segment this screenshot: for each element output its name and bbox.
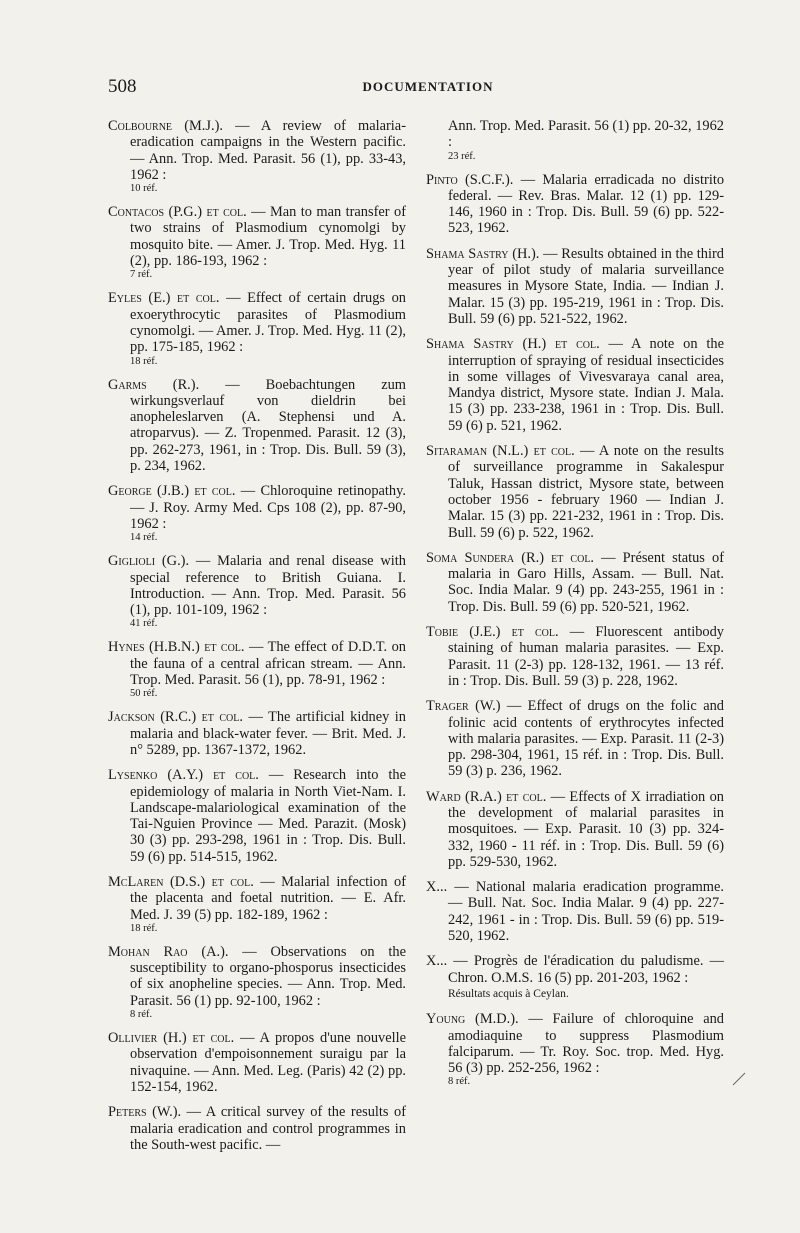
- bibliography-entry: [108, 709, 406, 758]
- entry-author: Giglioli (G.).: [108, 553, 190, 570]
- entry-citation: — Effect of drugs on the folic and folinic acid contents of erythrocytes infected with malaria parasites. — Exp. Parasit. 11 (2-3) pp. 298-304, 1961, 15 réf. in : Trop. Dis. Bull. 59 (3) p. 236, 1962.: [448, 698, 724, 780]
- entry-citation: — Observations on the susceptibility to organo-phosporus insecticides of six anopheline species. — Ann. Trop. Med. Parasit. 56 (1) pp. 92-100, 1962 :: [130, 943, 406, 1009]
- entry-reference-count: 41 réf.: [130, 618, 158, 630]
- entry-author: Ollivier (H.) et col.: [108, 1030, 235, 1047]
- bibliography-entry: [426, 1011, 724, 1088]
- entry-citation: — Chloroquine retinopathy. — J. Roy. Army Med. Cps 108 (2), pp. 87-90, 1962 :: [130, 483, 406, 532]
- entry-citation: — The effect of D.D.T. on the fauna of a central african stream. — Ann. Trop. Med. Parasit. 56 (1), pp. 78-91, 1962 :: [130, 639, 406, 689]
- entry-author: Contacos (P.G.) et col.: [108, 204, 247, 221]
- page-header: [108, 76, 748, 100]
- bibliography-entry: [108, 639, 406, 700]
- page-number: 508: [108, 76, 137, 97]
- bibliography-entry: [426, 550, 724, 615]
- entry-citation: — A review of malaria-eradication campaigns in the Western pacific. — Ann. Trop. Med. Parasit. 56 (1), pp. 33-43, 1962 :: [130, 118, 406, 183]
- right-column: [426, 118, 724, 1097]
- entry-reference-count: 14 réf.: [130, 532, 158, 544]
- bibliography-entry: [426, 953, 724, 1002]
- entry-note: Résultats acquis à Ceylan.: [448, 987, 569, 1000]
- bibliography-entry: [108, 1030, 406, 1095]
- entry-citation: — Research into the epidemiology of malaria in North Viet-Nam. I. Landscape-malariological examination of the Tai-Nguien Province — Med. Parazit. (Mosk) 30 (3) pp. 293-298, 1961 in : Trop. Dis. Bull. 59 (6) pp. 514-515, 1962.: [130, 767, 406, 865]
- entry-citation: — Malarial infection of the placenta and foetal nutrition. — E. Afr. Med. J. 39 (5) pp. 182-189, 1962 :: [130, 873, 406, 923]
- entry-author: Shama Sastry (H.).: [426, 245, 540, 262]
- entry-reference-count: 8 réf.: [448, 1076, 471, 1088]
- entry-reference-count: 50 réf.: [130, 688, 158, 700]
- entry-citation: — National malaria eradication programme. — Bull. Nat. Soc. India Malar. 9 (4) pp. 227-242, 1961 - in : Trop. Dis. Bull. 59 (6) pp. 519-520, 1962.: [447, 879, 724, 945]
- entry-citation: — Présent status of malaria in Garo Hills, Assam. — Bull. Nat. Soc. India Malar. 9 (4) pp. 243-255, 1961 in : Trop. Dis. Bull. 59 (6) pp. 520-521, 1962.: [448, 549, 724, 615]
- running-title: DOCUMENTATION: [362, 79, 494, 94]
- bibliography-entry: [426, 336, 724, 434]
- entry-author: McLaren (D.S.) et col.: [108, 873, 254, 890]
- entry-citation: Ann. Trop. Med. Parasit. 56 (1) pp. 20-32, 1962 :: [448, 118, 724, 151]
- entry-author: Shama Sastry (H.) et col.: [426, 336, 600, 353]
- bibliography-entry: [426, 246, 724, 327]
- bibliography-entry: [108, 290, 406, 367]
- entry-citation: — A note on the results of surveillance programme in Sakalespur Taluk, Hassan district, Mysore state, between october 1956 - february 1960 — Indian J. Malar. 15 (3) pp. 221-232, 1961 in : Trop. Dis. Bull. 59 (6) p. 522, 1962.: [448, 443, 724, 541]
- entry-citation: — Man to man transfer of two strains of Plasmodium cynomolgi by mosquito bite. — Amer. J. Trop. Med. Hyg. 11 (2), pp. 186-193, 1962 :: [130, 204, 406, 270]
- entry-author: Jackson (R.C.) et col.: [108, 709, 243, 726]
- bibliography-entry: [108, 553, 406, 630]
- entry-citation: — A propos d'une nouvelle observation d'empoisonnement suraigu par la nivaquine. — Ann. Med. Leg. (Paris) 42 (2) pp. 152-154, 1962.: [130, 1030, 406, 1095]
- entry-reference-count: 23 réf.: [448, 150, 476, 162]
- entry-reference-count: 18 réf.: [130, 922, 158, 934]
- entry-author: George (J.B.) et col.: [108, 483, 236, 500]
- bibliography-entry: [108, 118, 406, 195]
- entry-citation: — Malaria erradicada no distrito federal. — Rev. Bras. Malar. 12 (1) pp. 129-146, 1960 in : Trop. Dis. Bull. 59 (6) pp. 522-523, 1962.: [448, 171, 725, 237]
- entry-author: Pinto (S.C.F.).: [426, 171, 514, 188]
- entry-citation: — Progrès de l'éradication du paludisme. — Chron. O.M.S. 16 (5) pp. 201-203, 1962 :: [447, 953, 724, 986]
- entry-author: X...: [426, 953, 448, 970]
- entry-citation: — Boebachtungen zum wirkungsverlauf von dieldrin bei anopheleslarven (A. Stephensi und A. atroparvus). — Z. Tropenmed. Parasit. 12 (3), pp. 262-273, 1961, in : Trop. Dis. Bull. 59 (3), p. 234, 1962.: [130, 376, 406, 475]
- entry-citation: — Fluorescent antibody staining of human malaria parasites. — Exp. Parasit. 11 (2-3) pp. 128-132, 1961. — 13 réf. in : Trop. Dis. Bull. 59 (3) p. 228, 1962.: [448, 624, 724, 689]
- bibliography-entry: [108, 483, 406, 544]
- entry-author: Soma Sundera (R.) et col.: [426, 549, 595, 566]
- bibliography-entry: [108, 204, 406, 281]
- entry-citation: — Failure of chloroquine and amodiaquine to suppress Plasmodium falciparum. — Tr. Roy. Soc. trop. Med. Hyg. 56 (3) pp. 252-256, 1962 :: [448, 1011, 724, 1077]
- bibliography-entry: [426, 118, 724, 163]
- entry-reference-count: 8 réf.: [130, 1009, 153, 1021]
- entry-citation: — A critical survey of the results of malaria eradication and control programmes in the South-west pacific. —: [130, 1104, 407, 1153]
- entry-author: Lysenko (A.Y.) et col.: [108, 767, 259, 784]
- entry-author: Sitaraman (N.L.) et col.: [426, 443, 575, 460]
- entry-citation: — Malaria and renal disease with special reference to British Guiana. I. Introduction. — Ann. Trop. Med. Parasit. 56 (1), pp. 101-109, 1962 :: [130, 553, 406, 619]
- bibliography-entry: [426, 172, 724, 237]
- bibliography-entry: [108, 944, 406, 1021]
- bibliography-entry: [108, 377, 406, 475]
- entry-citation: — Effect of certain drugs on exoerythrocytic parasites of Plasmodium cynomolgi. — Amer. J. Trop. Med. Hyg. 11 (2), pp. 175-185, 1962 :: [130, 290, 407, 356]
- left-column: [108, 118, 406, 1162]
- entry-citation: — Results obtained in the third year of pilot study of malaria surveillance measures in Mysore State, India. — Indian J. Malar. 15 (3) pp. 195-219, 1961 in : Trop. Dis. Bull. 59 (6) pp. 521-522, 1962.: [448, 245, 724, 327]
- bibliography-entry: [426, 789, 724, 870]
- entry-author: Young (M.D.).: [426, 1011, 519, 1028]
- entry-author: Trager (W.): [426, 698, 501, 715]
- bibliography-entry: [426, 443, 724, 541]
- bibliography-entry: [426, 624, 724, 689]
- entry-author: Mohan Rao (A.).: [108, 943, 229, 960]
- entry-author: Garms (R.).: [108, 376, 200, 393]
- entry-author: X...: [426, 879, 448, 896]
- entry-citation: — Effects of X irradiation on the development of malarial parasites in mosquitoes. — Exp. Parasit. 10 (3) pp. 324-332, 1960 - 11 réf. in : Trop. Dis. Bull. 59 (6) pp. 529-530, 1962.: [448, 788, 724, 870]
- entry-author: Tobie (J.E.) et col.: [426, 624, 559, 641]
- pen-mark-icon: [732, 1072, 746, 1086]
- entry-author: Peters (W.).: [108, 1104, 182, 1121]
- bibliography-entry: [426, 879, 724, 944]
- entry-author: Ward (R.A.) et col.: [426, 788, 547, 805]
- bibliography-entry: [108, 1104, 406, 1153]
- entry-author: Hynes (H.B.N.) et col.: [108, 639, 245, 656]
- entry-citation: — The artificial kidney in malaria and black-water fever. — Brit. Med. J. n° 5289, pp. 1367-1372, 1962.: [130, 709, 406, 758]
- bibliography-entry: [108, 874, 406, 935]
- entry-citation: — A note on the interruption of spraying of residual insecticides in some villages of Vivesvaraya canal area, Mandya district, Mysore state. Indian J. Mala. 15 (3) pp. 233-238, 1961 in : Trop. Dis. Bull. 59 (6) p. 521, 1962.: [448, 336, 724, 434]
- entry-author: Colbourne (M.J.).: [108, 118, 223, 134]
- bibliography-entry: [426, 698, 724, 779]
- entry-author: Eyles (E.) et col.: [108, 290, 220, 307]
- entry-reference-count: 10 réf.: [130, 183, 158, 195]
- entry-reference-count: 18 réf.: [130, 355, 158, 367]
- entry-reference-count: 7 réf.: [130, 269, 153, 281]
- bibliography-entry: [108, 767, 406, 865]
